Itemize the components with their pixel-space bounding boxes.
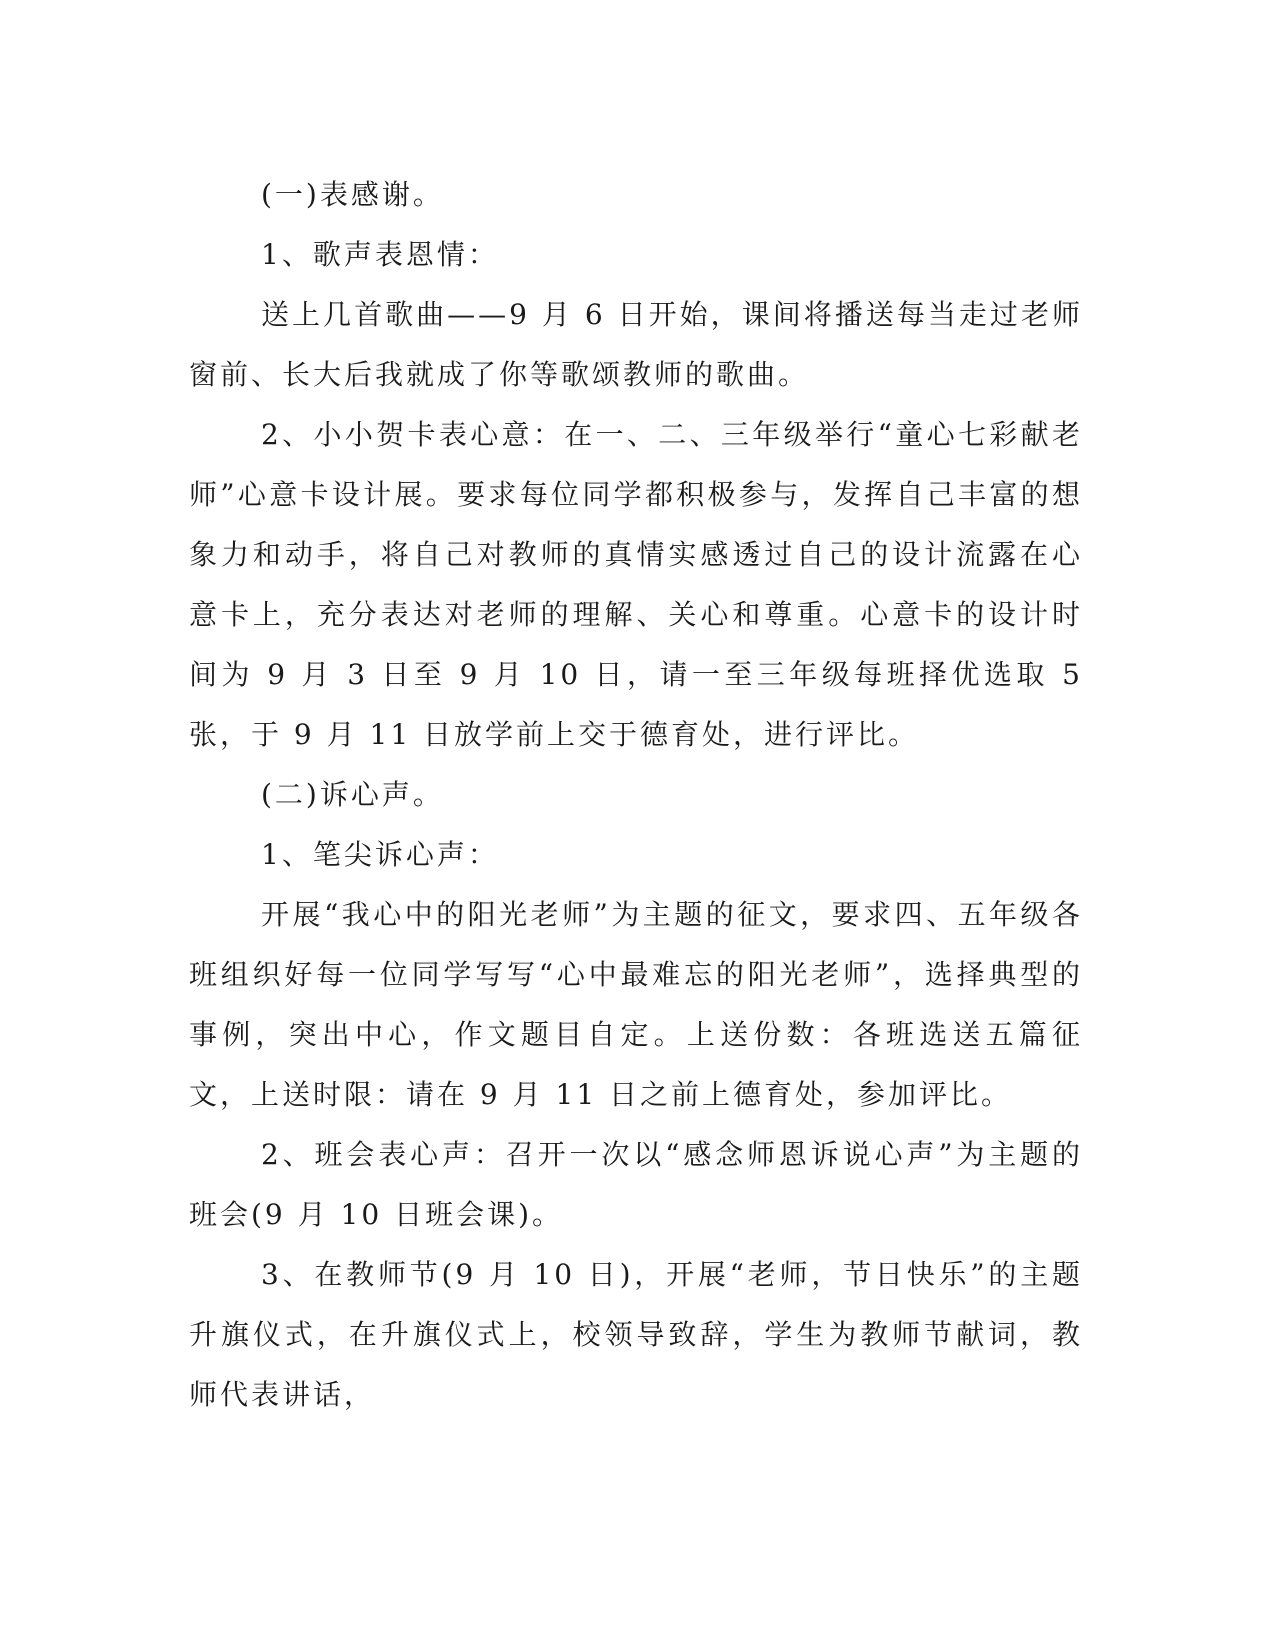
- paragraph-essay: 开展“我心中的阳光老师”为主题的征文，要求四、五年级各班组织好每一位同学写写“心中最难忘的阳光老师”，选择典型的事例，突出中心，作文题目自定。上送份数：各班选送五篇征文，上送时限：请在 9 月 11 日之前上德育处，参加评比。: [189, 898, 1083, 1111]
- section-heading-thanks: (一)表感谢。: [261, 178, 444, 211]
- paragraph-songs: 送上几首歌曲——9 月 6 日开始，课间将播送每当走过老师窗前、长大后我就成了你等歌颂教师的歌曲。: [189, 298, 1083, 391]
- document-body: [189, 165, 1083, 1425]
- item-heading-essay: 1、笔尖诉心声：: [261, 838, 499, 871]
- item-heading-song: 1、歌声表恩情：: [261, 238, 499, 271]
- paragraph-greeting-cards: 2、小小贺卡表心意：在一、二、三年级举行“童心七彩献老师”心意卡设计展。要求每位同学都积极参与，发挥自己丰富的想象力和动手，将自己对教师的真情实感透过自己的设计流露在心意卡上，充分表达对老师的理解、关心和尊重。心意卡的设计时间为 9 月 3 日至 9 月 10 日，请一至三年级每班择优选取 5 张，于 9 月 11 日放学前上交于德育处，进行评比。: [189, 418, 1083, 751]
- paragraph-class-meeting: 2、班会表心声：召开一次以“感念师恩诉说心声”为主题的班会(9 月 10 日班会课)。: [189, 1138, 1083, 1231]
- section-heading-voices: (二)诉心声。: [261, 778, 444, 811]
- paragraph-flag-ceremony: 3、在教师节(9 月 10 日)，开展“老师，节日快乐”的主题升旗仪式，在升旗仪式上，校领导致辞，学生为教师节献词，教师代表讲话，: [189, 1258, 1083, 1411]
